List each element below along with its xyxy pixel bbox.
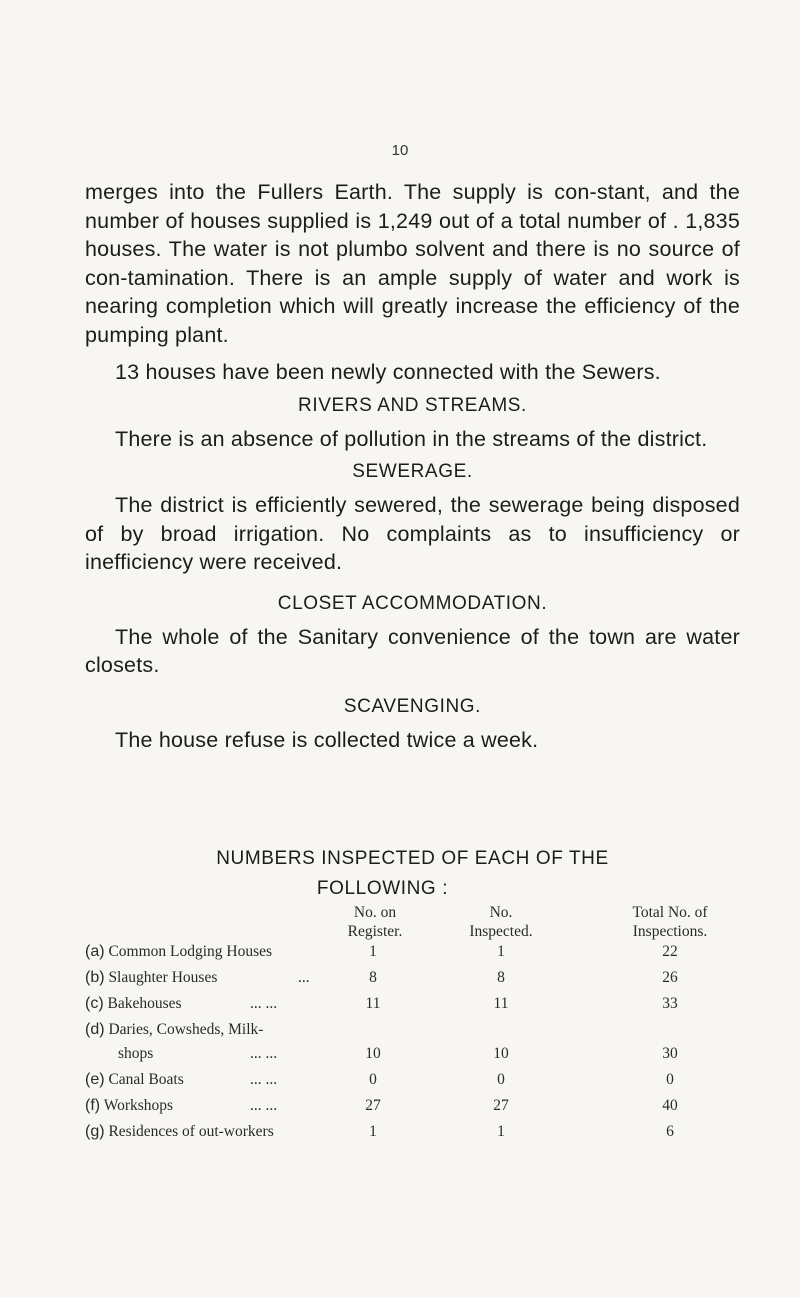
row-label xyxy=(85,943,272,961)
row-label xyxy=(85,1071,184,1089)
row-letter: (d) xyxy=(85,1021,105,1038)
row-inspected-value: 1 xyxy=(497,943,505,960)
row-label-text: Residences of out-workers xyxy=(108,1123,274,1140)
paragraph-rivers: There is an absence of pollution in the streams of the district. xyxy=(115,426,708,451)
row-letter: (a) xyxy=(85,943,105,960)
table-row xyxy=(85,1021,765,1069)
row-letter: (b) xyxy=(85,969,105,986)
table-row xyxy=(85,1071,765,1095)
paragraph-closet: The whole of the Sanitary convenience of the town are water closets. xyxy=(85,624,740,677)
page-number: 10 xyxy=(391,142,409,159)
row-leader-dots: ... ... xyxy=(250,1045,278,1062)
row-label-text: Common Lodging Houses xyxy=(108,943,273,960)
column-header-inspected-line1: No. xyxy=(489,904,513,921)
row-label-text: Bakehouses xyxy=(107,995,182,1012)
row-register-value: 11 xyxy=(365,995,381,1012)
table-title-line1: NUMBERS INSPECTED OF EACH OF THE xyxy=(216,848,609,869)
row-register-value: 10 xyxy=(365,1045,381,1062)
row-total-value: 33 xyxy=(662,995,678,1012)
column-header-register xyxy=(325,903,425,941)
row-register-value: 1 xyxy=(369,943,377,960)
row-label-text: Slaughter Houses xyxy=(108,969,218,986)
row-letter: (e) xyxy=(85,1071,105,1088)
heading-scavenging: SCAVENGING. xyxy=(343,695,482,717)
row-label xyxy=(85,1123,274,1141)
paragraph-scavenging: The house refuse is collected twice a week. xyxy=(115,727,539,752)
row-register-value: 27 xyxy=(365,1097,381,1114)
table-row xyxy=(85,995,765,1019)
heading-sewerage: SEWERAGE. xyxy=(352,461,473,482)
table-title-line2: FOLLOWING : xyxy=(316,878,449,899)
row-inspected-value: 27 xyxy=(493,1097,509,1114)
row-register-value: 1 xyxy=(369,1123,377,1140)
row-total-value: 0 xyxy=(666,1071,674,1088)
row-label xyxy=(85,1097,173,1115)
row-leader-dots: ... ... xyxy=(250,1097,278,1114)
paragraph-sewerage: The district is efficiently sewered, the sewerage being disposed of by broad irrigation. No complaints as to insufficiency or inefficiency were received. xyxy=(85,493,740,574)
row-label xyxy=(85,969,217,987)
table-title xyxy=(85,846,740,902)
heading-rivers-and-streams: RIVERS AND STREAMS. xyxy=(298,394,527,416)
row-total-value: 30 xyxy=(662,1045,678,1062)
row-total-value: 40 xyxy=(662,1097,678,1114)
paragraph-water-supply: merges into the Fullers Earth. The supply is con-stant, and the number of houses supplied is 1,249 out of a total number of . 1,835 houses. The water is not plumbo solvent and there is no source of con-tamination. There is an ample supply of water and work is nearing completion which will greatly increase the efficiency of the pumping plant. xyxy=(85,180,740,347)
column-header-total-line1: Total No. of xyxy=(632,904,708,921)
column-header-register-line2: Register. xyxy=(347,923,403,940)
table-row xyxy=(85,1123,765,1147)
row-inspected-value: 1 xyxy=(497,1123,505,1140)
column-header-register-line1: No. on xyxy=(353,904,397,921)
row-register-value: 8 xyxy=(369,969,377,986)
table-row xyxy=(85,943,765,967)
row-register-value: 0 xyxy=(369,1071,377,1088)
row-total-value: 22 xyxy=(662,943,678,960)
column-header-inspected xyxy=(451,903,551,941)
row-label xyxy=(85,1021,263,1039)
row-letter: (g) xyxy=(85,1123,105,1140)
row-total-value: 6 xyxy=(666,1123,674,1140)
row-label-text: Canal Boats xyxy=(108,1071,184,1088)
row-leader-dots: ... ... xyxy=(250,995,278,1012)
row-inspected-value: 10 xyxy=(493,1045,509,1062)
table-row xyxy=(85,969,765,993)
heading-closet-accommodation: CLOSET ACCOMMODATION. xyxy=(277,592,548,614)
row-label-text: Daries, Cowsheds, Milk- xyxy=(108,1021,264,1038)
column-header-inspected-line2: Inspected. xyxy=(469,923,533,940)
table-row xyxy=(85,1097,765,1121)
row-label-continuation: shops xyxy=(118,1045,154,1062)
row-leader-dots: ... ... xyxy=(250,1071,278,1088)
report-body xyxy=(85,178,740,754)
row-inspected-value: 8 xyxy=(497,969,505,986)
row-label xyxy=(85,995,182,1013)
column-header-total xyxy=(605,903,735,941)
row-label-text: Workshops xyxy=(103,1097,174,1114)
column-header-total-line2: Inspections. xyxy=(632,923,708,940)
row-leader-dots: ... xyxy=(298,969,310,986)
row-inspected-value: 11 xyxy=(493,995,509,1012)
row-letter: (f) xyxy=(85,1097,101,1114)
row-inspected-value: 0 xyxy=(497,1071,505,1088)
paragraph-sewers-connected: 13 houses have been newly connected with the Sewers. xyxy=(115,360,661,384)
row-total-value: 26 xyxy=(662,969,678,986)
row-letter: (c) xyxy=(85,995,104,1012)
